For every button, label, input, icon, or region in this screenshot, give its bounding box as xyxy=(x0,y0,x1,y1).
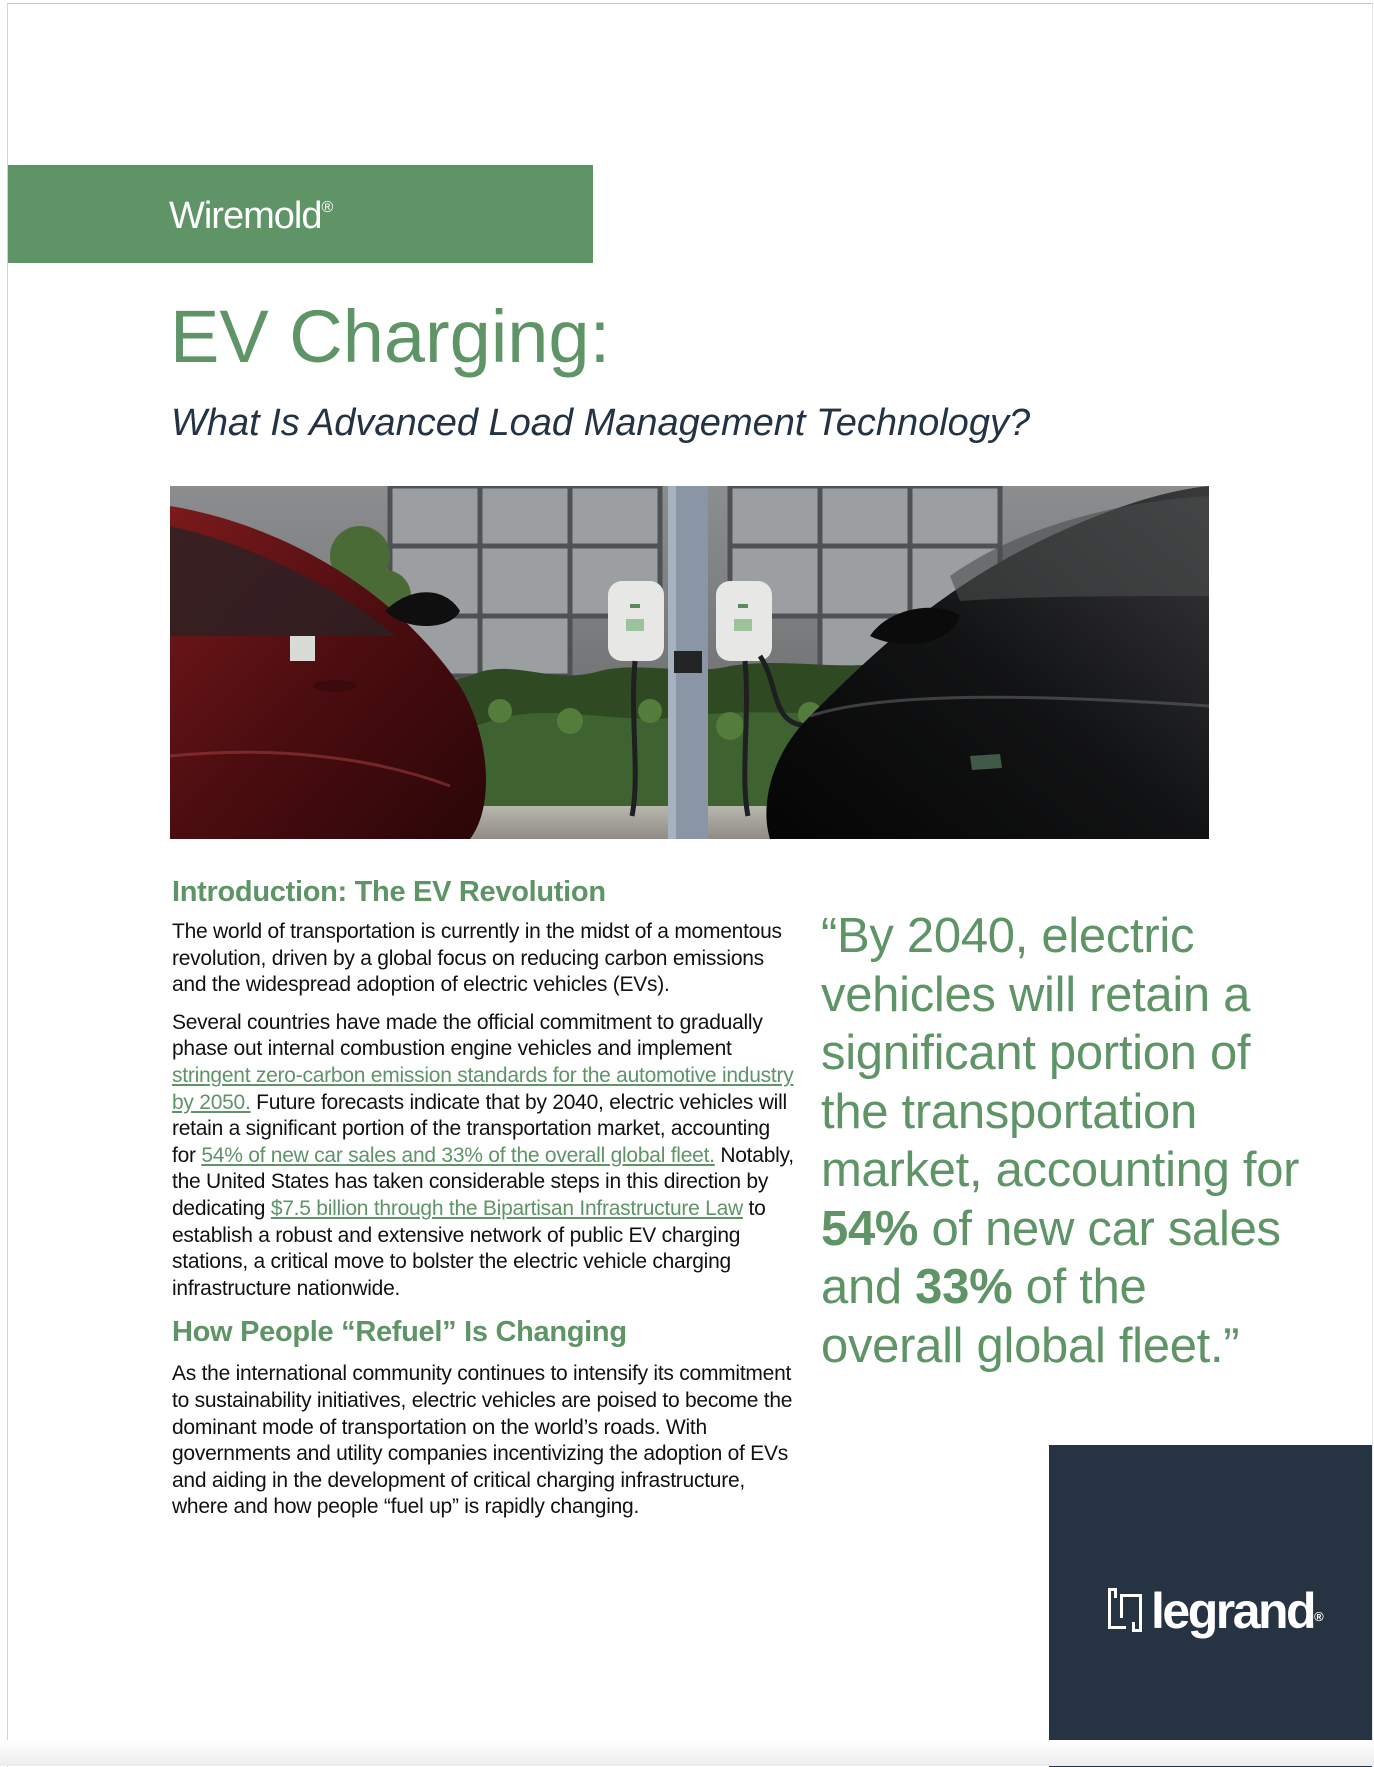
brand-name xyxy=(169,195,332,238)
intro-p2-text-b: Future forecasts indicate that by 2040, electric vehicles will retain a significant portion of the transportation market, accounting for xyxy=(172,1090,787,1167)
pull-quote-text-1: “By 2040, electric vehicles will retain a significant portion of the transportation market, accounting for xyxy=(821,909,1300,1197)
page-subtitle: What Is Advanced Load Management Technology? xyxy=(171,402,1031,444)
intro-p2-text-c: Notably, the United States has taken considerable steps in this direction by dedicating xyxy=(172,1143,794,1220)
pull-quote-stat-fleet: 33% xyxy=(915,1260,1013,1314)
pull-quote-text-3: of the overall global fleet.” xyxy=(821,1260,1240,1373)
hero-image xyxy=(170,486,1209,839)
page-bottom-edge xyxy=(0,1740,1374,1766)
refuel-paragraph-1: As the international community continues to intensify its commitment to sustainability initiatives, electric vehicles are poised to become the dominant mode of transportation on the world’s roads. With governments and utility companies incentivizing the adoption of EVs and aiding in the development of critical charging infrastructure, where and how people “fuel up” is rapidly changing. xyxy=(172,1362,793,1519)
link-bipartisan-infrastructure-law[interactable]: $7.5 billion through the Bipartisan Infrastructure Law xyxy=(270,1196,743,1220)
brand-name-text: Wiremold xyxy=(169,195,322,237)
legrand-registered-mark: ® xyxy=(1314,1609,1324,1624)
brand-band xyxy=(8,165,593,263)
section-heading-intro: Introduction: The EV Revolution xyxy=(172,876,606,908)
pull-quote-text-2: of new car sales and xyxy=(821,1201,1281,1314)
section-heading-refuel: How People “Refuel” Is Changing xyxy=(172,1316,627,1349)
pull-quote xyxy=(821,907,1301,1375)
pull-quote-stat-sales: 54% xyxy=(821,1201,919,1256)
intro-paragraph-1: The world of transportation is currently in the midst of a momentous revolution, driven by a global focus on reducing carbon emissions and the widespread adoption of electric vehicles (EVs). xyxy=(172,920,782,997)
intro-paragraph-2 xyxy=(172,1010,797,1303)
brand-registered-mark: ® xyxy=(321,199,333,216)
intro-p2-text-a: Several countries have made the official commitment to gradually phase out internal combustion engine vehicles and implement xyxy=(172,1010,763,1061)
link-car-sales-forecast[interactable]: 54% of new car sales and 33% of the overall global fleet. xyxy=(201,1143,715,1167)
document-page xyxy=(7,3,1373,1767)
ev-charging-station-photo xyxy=(170,486,1209,839)
page-title: EV Charging: xyxy=(170,295,611,378)
body-column xyxy=(172,874,797,1521)
legrand-logo-panel xyxy=(1049,1445,1372,1767)
legrand-mark-icon xyxy=(1106,1588,1144,1632)
legrand-logo-text xyxy=(1151,1583,1324,1639)
legrand-wordmark: legrand xyxy=(1151,1583,1315,1639)
intro-p2-text-d: to establish a robust and extensive network of public EV charging stations, a critical move to bolster the electric vehicle charging infrastructure nationwide. xyxy=(172,1196,766,1300)
link-zero-carbon-standards[interactable]: stringent zero-carbon emission standards for the automotive industry by 2050. xyxy=(172,1063,794,1114)
